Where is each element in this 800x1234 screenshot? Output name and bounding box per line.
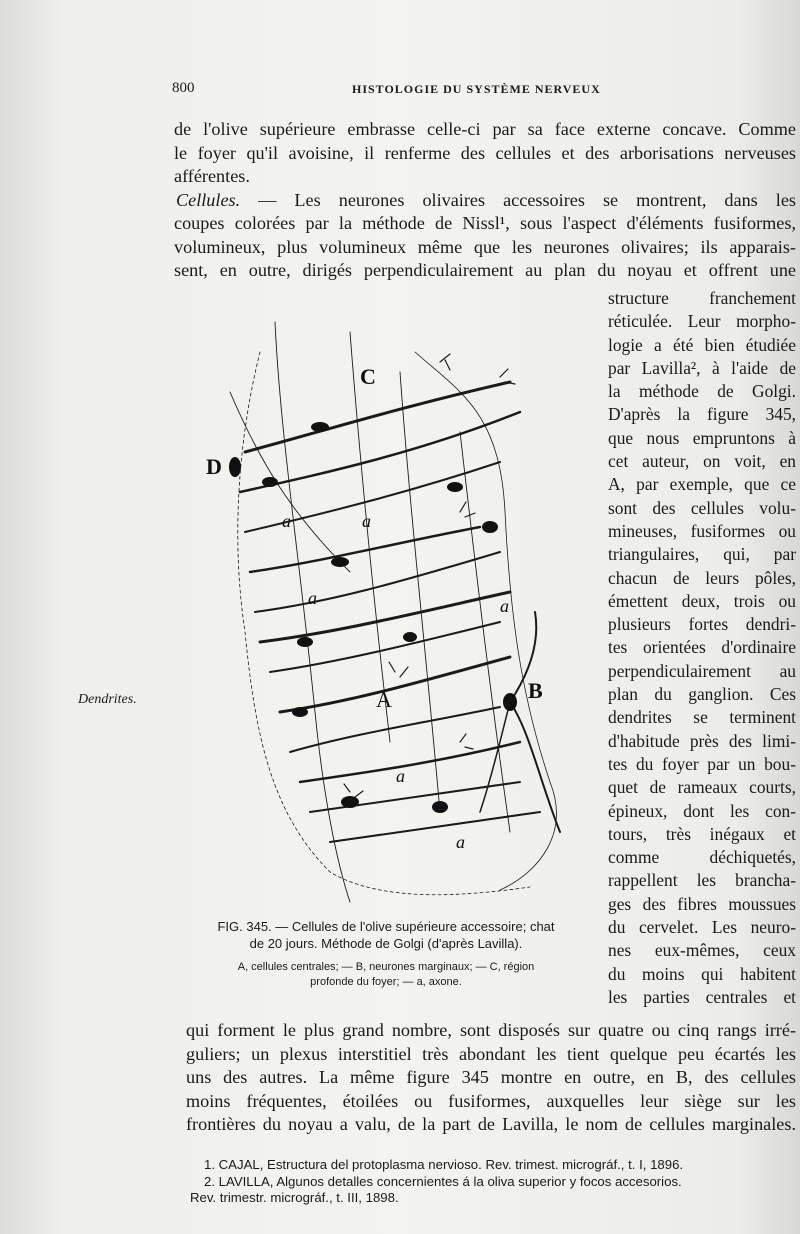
caption-line: FIG. 345. — Cellules de l'olive supérieure accessoire; chat (217, 919, 555, 934)
text-line: coupes colorées par la méthode de Nissl¹, sous l'aspect d'éléments fusiformes, (174, 213, 796, 233)
text-line: sent, en outre, dirigés perpendiculairement au plan du noyau et offrent une (174, 260, 796, 280)
text-line (174, 189, 796, 213)
running-title: HISTOLOGIE DU SYSTÈME NERVEUX (352, 82, 601, 96)
text-line: de l'olive supérieure embrasse celle-ci par sa face externe concave. Comme (174, 119, 796, 139)
figure-label-C: C (360, 364, 376, 389)
figure-label-a: a (500, 596, 509, 616)
footnote-2: 2. LAVILLA, Algunos detalles concernientes á la oliva superior y focos accesorios. (204, 1173, 682, 1189)
text-line: le foyer qu'il avoisine, il renferme des cellules et des arborisations nerveuses (174, 142, 796, 163)
column-line: chacun de leurs pôles, (608, 567, 796, 588)
column-line: plusieurs fortes dendri- (608, 614, 796, 635)
column-line: plan du ganglion. Ces (608, 684, 796, 705)
column-line: du cervelet. Les neuro- (608, 917, 796, 938)
column-text (608, 287, 796, 1009)
column-line: réticulée. Leur morpho- (608, 311, 796, 332)
figure-label-D: D (206, 454, 222, 479)
column-line: D'après la figure 345, (608, 404, 796, 425)
caption-legend: A, cellules centrales; — B, neurones marginaux; — C, région (237, 961, 535, 973)
column-line: cet auteur, on voit, en (608, 451, 796, 472)
column-line: rappellent les brancha- (608, 870, 796, 891)
column-line: triangulaires, qui, par (608, 544, 796, 565)
text-line: frontières du noyau a valu, de la part de Lavilla, le nom de cellules marginales. (186, 1114, 796, 1134)
footnote-2-cont: Rev. trimestr. micrográf., t. III, 1898. (190, 1190, 399, 1205)
text-line-fragment: — Les neurones olivaires accessoires se montrent, dans les (240, 189, 796, 210)
paragraph-intro (174, 118, 796, 283)
column-line: mineuses, fusiformes ou (608, 520, 796, 541)
text-line: volumineux, plus volumineux même que les neurones olivaires; ils apparais- (174, 236, 796, 257)
column-line: A, par exemple, que ce (608, 474, 796, 495)
footnotes (190, 1157, 796, 1207)
text-line: qui forment le plus grand nombre, sont disposés sur quatre ou cinq rangs irré- (186, 1020, 796, 1040)
page-header (172, 80, 790, 100)
figure-label-B: B (528, 678, 543, 703)
column-line: épineux, dont les con- (608, 800, 796, 821)
column-line: tours, très inégaux et (608, 823, 796, 844)
page-number: 800 (172, 80, 195, 96)
column-line: sont des cellules volu- (608, 497, 796, 518)
section-heading: Cellules. (176, 189, 241, 210)
column-line: les parties centrales et (608, 986, 796, 1007)
column-line: par Lavilla², à l'aide de (608, 357, 796, 378)
column-line: perpendiculairement au (608, 660, 796, 681)
figure-label-a: a (282, 511, 291, 531)
column-line: tes orientées d'ordinaire (608, 637, 796, 658)
column-line: dendrites se terminent (608, 707, 796, 728)
margin-note: Dendrites. (78, 692, 137, 707)
figure-label-A: A (376, 687, 392, 712)
column-line: émettent deux, trois ou (608, 590, 796, 611)
column-line: d'habitude près des limi- (608, 730, 796, 751)
figure-label-a: a (456, 832, 465, 852)
caption-line: de 20 jours. Méthode de Golgi (d'après Lavilla). (249, 936, 523, 951)
column-line: logie a été bien étudiée (608, 334, 796, 355)
column-line: structure franchement (608, 288, 796, 308)
column-line: comme déchiquetés, (608, 847, 796, 868)
caption-legend: profonde du foyer; — a, axone. (310, 976, 462, 988)
figure-345 (200, 312, 595, 912)
text-line: guliers; un plexus interstitiel très abondant les tient quelque peu écartés les (186, 1043, 796, 1064)
column-line: ges des fibres moussues (608, 893, 796, 914)
column-line: du moins qui habitent (608, 963, 796, 984)
text-line: uns des autres. La même figure 345 montre en outre, en B, des cellules (186, 1067, 796, 1087)
column-line: nes eux-mêmes, ceux (608, 940, 796, 961)
figure-label-a: a (362, 511, 371, 531)
paragraph-continuation (186, 1019, 796, 1137)
footnote-1: 1. CAJAL, Estructura del protoplasma nervioso. Rev. trimest. micrográf., t. I, 1896. (204, 1157, 684, 1172)
column-line: tes du foyer par un bou- (608, 753, 796, 774)
figure-label-a: a (308, 588, 317, 608)
column-line: que nous empruntons à (608, 427, 796, 448)
text-line: moins fréquentes, étoilées ou fusiformes, auxquelles leur siège sur les (186, 1090, 796, 1111)
neuron-drawing (200, 312, 595, 912)
column-line: la méthode de Golgi. (608, 381, 796, 402)
figure-label-a: a (396, 766, 405, 786)
column-line: quet de rameaux courts, (608, 777, 796, 798)
text-line: afférentes. (174, 166, 250, 186)
figure-caption (186, 918, 586, 990)
